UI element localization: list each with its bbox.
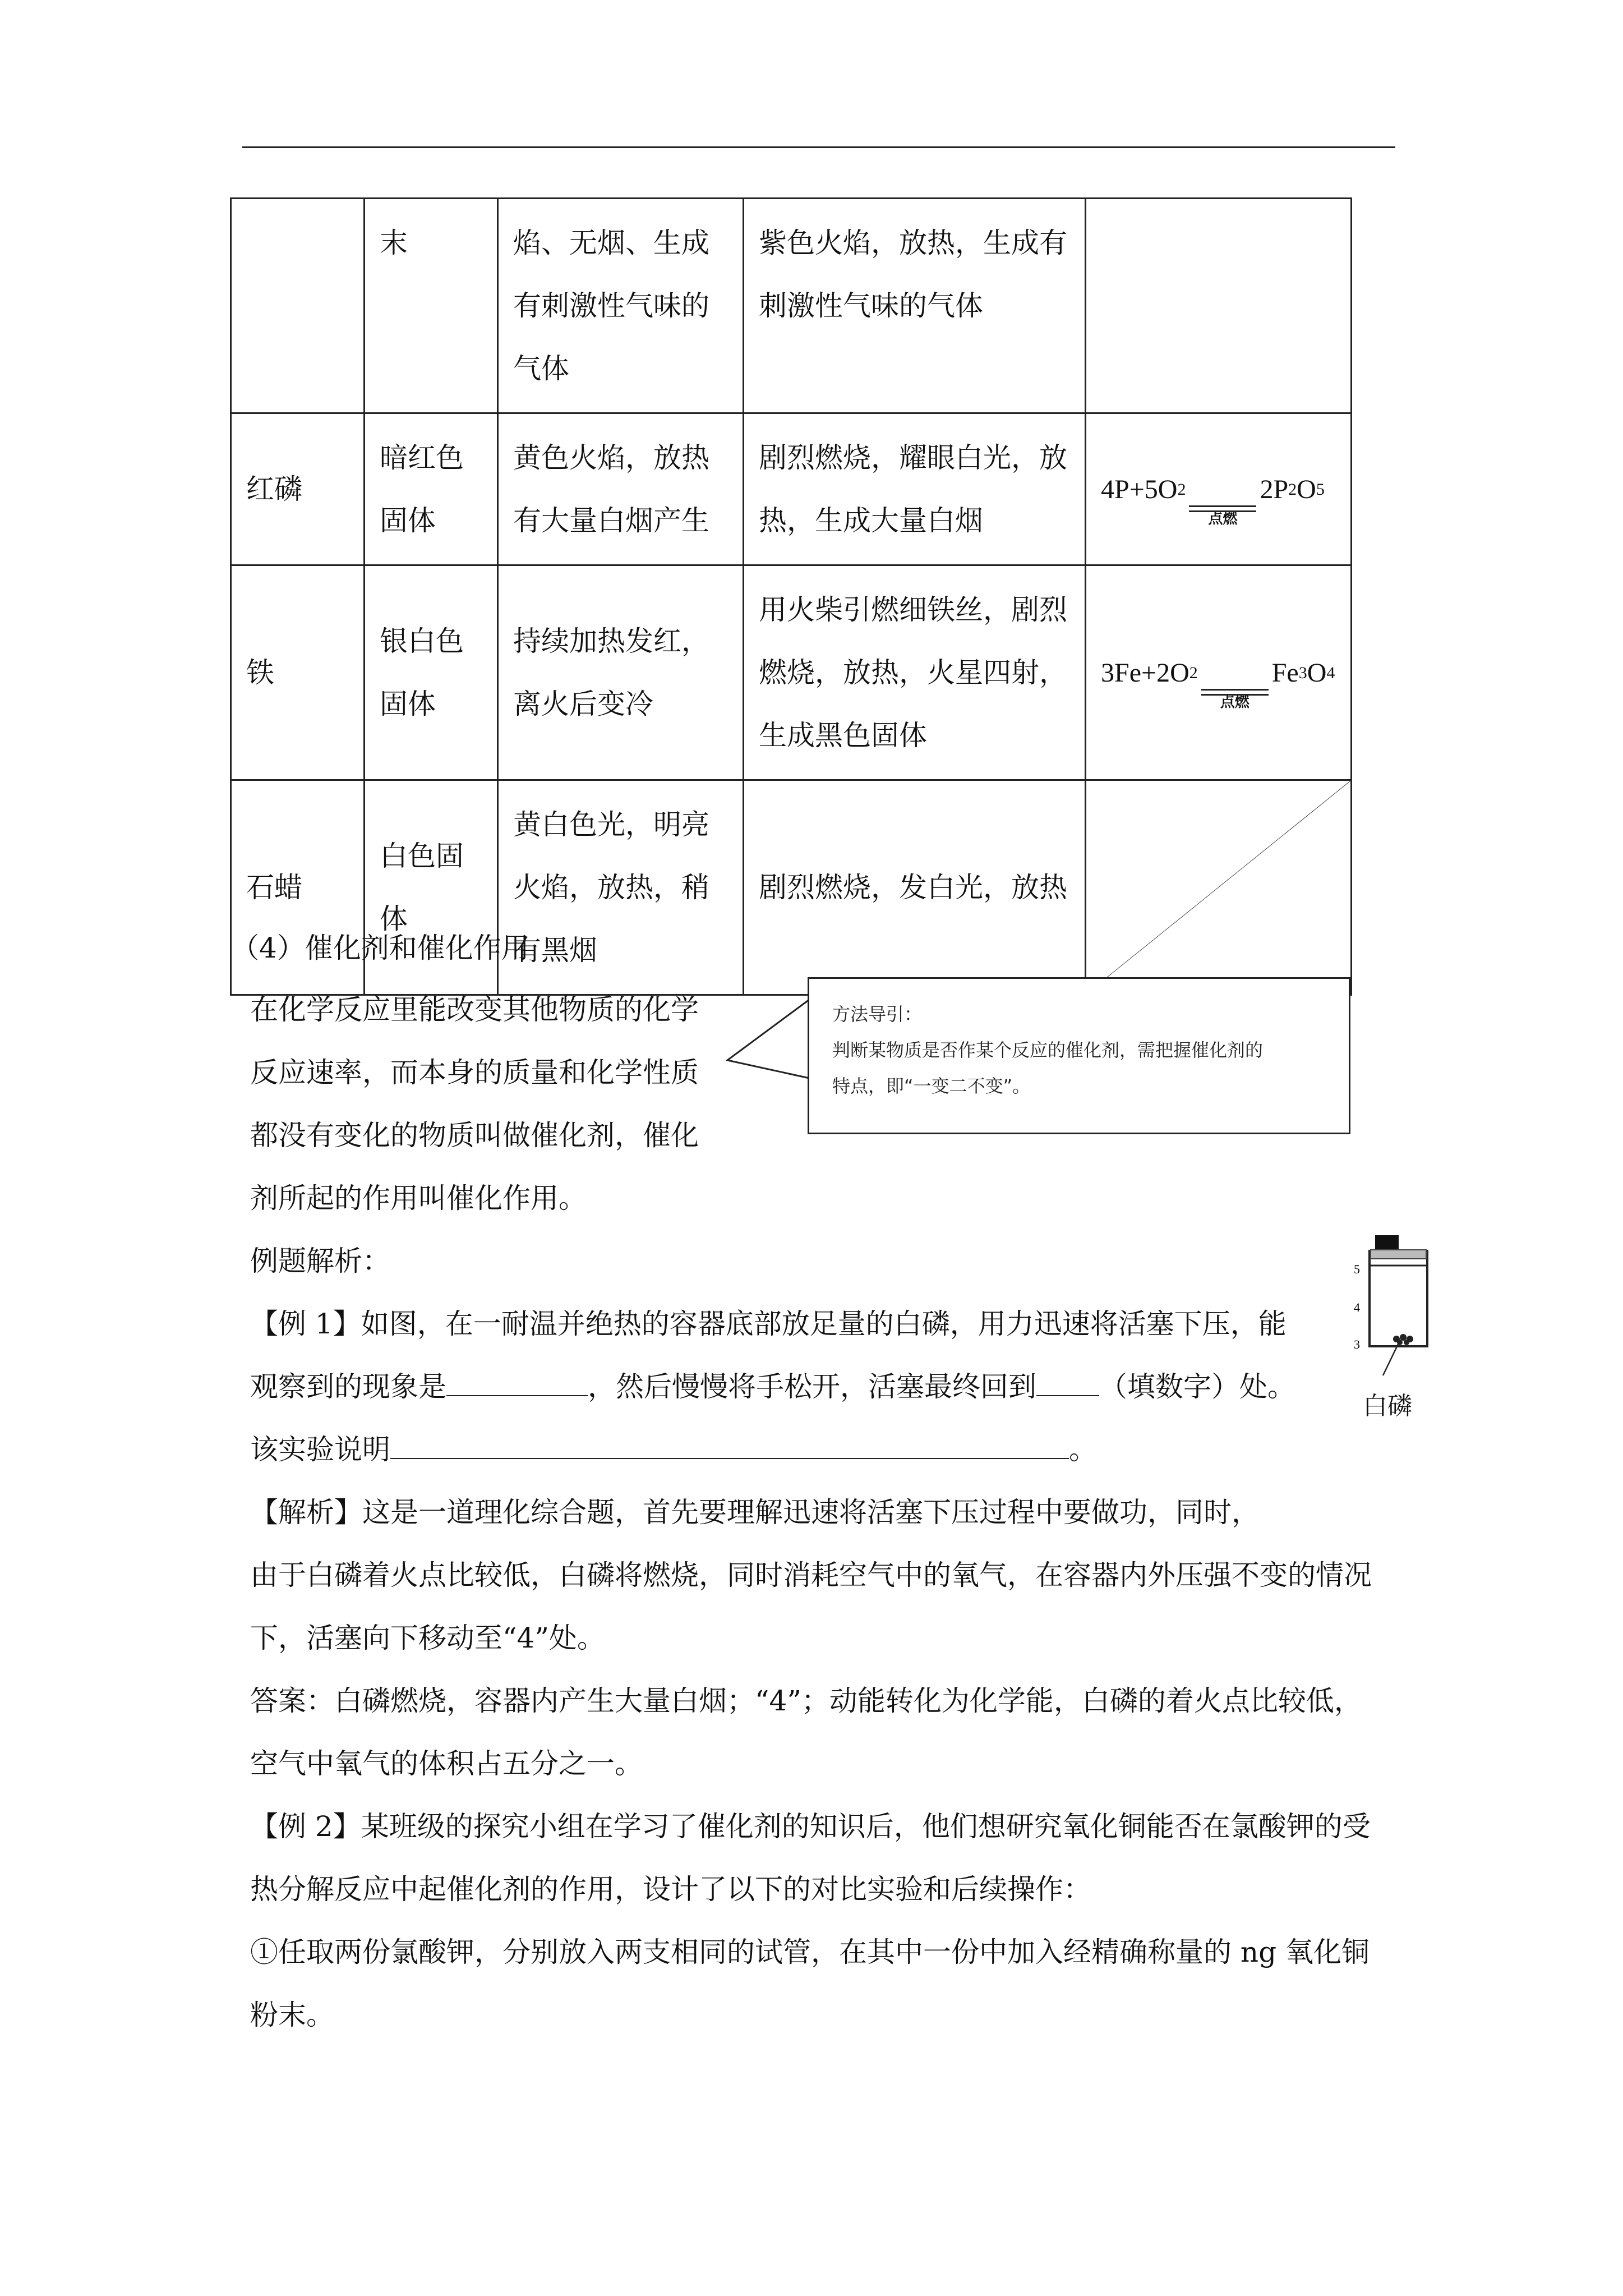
- scale-tick-label: 3: [1354, 1337, 1360, 1351]
- empty-diagonal-cell: [1086, 780, 1352, 995]
- table-cell: 银白色固体: [365, 565, 498, 780]
- analysis-tag: 【解析】: [250, 1496, 362, 1529]
- example-tag: 【例 1】: [250, 1308, 361, 1340]
- table-row: [231, 199, 1352, 413]
- table-cell: 剧烈燃烧，耀眼白光，放热，生成大量白烟: [744, 413, 1086, 565]
- analysis-line: 下，活塞向下移动至“4”处。: [250, 1622, 605, 1654]
- reaction-condition: 点燃: [1189, 487, 1256, 521]
- table-cell: 黄色火焰，放热有大量白烟产生: [498, 413, 744, 565]
- paragraph-line: 反应速率，而本身的质量和化学性质: [250, 1056, 699, 1089]
- table-cell: 紫色火焰，放热，生成有刺激性气味的气体: [744, 199, 1086, 413]
- table-cell: 石蜡: [231, 780, 365, 995]
- piston-diagram: [1340, 1228, 1436, 1386]
- paragraph-line: 剂所起的作用叫催化作用。: [250, 1182, 587, 1214]
- figure-caption: 白磷: [1363, 1392, 1412, 1420]
- equation-cell: [1086, 565, 1352, 780]
- example-line: 粉末。: [250, 1999, 334, 2031]
- table-cell: [231, 199, 365, 413]
- answer-blank: [390, 1425, 1069, 1459]
- table-cell: 用火柴引燃细铁丝，剧烈燃烧，放热，火星四射，生成黑色固体: [744, 565, 1086, 780]
- piston-container-figure: [1340, 1228, 1436, 1420]
- example-line: 【例 1】如图，在一耐温并绝热的容器底部放足量的白磷，用力迅速将活塞下压，能: [250, 1308, 1287, 1340]
- example-line: 观察到的现象是 ，然后慢慢将手松开，活塞最终回到 （填数字）处。: [250, 1355, 1295, 1418]
- equation-cell: [1086, 413, 1352, 565]
- combustion-table: [230, 197, 1352, 996]
- answer-line: 答案：白磷燃烧，容器内产生大量白烟；“4”；动能转化为化学能，白磷的着火点比较低，: [250, 1685, 1362, 1717]
- analysis-line: 【解析】这是一道理化综合题，首先要理解迅速将活塞下压过程中要做功，同时，: [250, 1496, 1260, 1529]
- table-cell: 白色固体: [365, 780, 498, 995]
- table-cell: 焰、无烟、生成有刺激性气味的气体: [498, 199, 744, 413]
- answer-blank: [446, 1363, 588, 1396]
- reaction-condition: 点燃: [1201, 671, 1269, 705]
- paragraph-line: 在化学反应里能改变其他物质的化学: [250, 993, 699, 1026]
- analysis-line: 由于白磷着火点比较低，白磷将燃烧，同时消耗空气中的氧气，在容器内外压强不变的情况: [250, 1559, 1372, 1591]
- callout-pointer: [726, 994, 815, 1095]
- header-rule: [242, 146, 1395, 148]
- example-line: 该实验说明 。: [250, 1418, 1097, 1481]
- examples-heading: 例题解析：: [250, 1245, 390, 1277]
- table-cell: 暗红色固体: [365, 413, 498, 565]
- chemical-equation: 3Fe+2O 2 点燃 Fe 3 O 4: [1101, 658, 1335, 711]
- section-heading: （4）催化剂和催化作用: [231, 932, 529, 964]
- diagonal-line: [1086, 781, 1350, 994]
- callout-text: 判断某物质是否作某个反应的催化剂，需把握催化剂的: [832, 1039, 1264, 1061]
- table-row: [231, 565, 1352, 780]
- answer-blank: [1036, 1363, 1099, 1396]
- table-cell: 红磷: [231, 413, 365, 565]
- table-cell: 末: [365, 199, 498, 413]
- table-cell: [1086, 199, 1352, 413]
- scale-tick-label: 4: [1354, 1300, 1360, 1314]
- method-callout: [808, 977, 1350, 1134]
- paragraph-line: 都没有变化的物质叫做催化剂，催化: [250, 1119, 699, 1152]
- scale-tick-label: 5: [1354, 1262, 1360, 1276]
- table-cell: 黄白色光，明亮火焰，放热，稍有黑烟: [498, 780, 744, 995]
- example-line: ①任取两份氯酸钾，分别放入两支相同的试管，在其中一份中加入经精确称量的 ng 氧化铜: [250, 1936, 1370, 1968]
- answer-line: 空气中氧气的体积占五分之一。: [250, 1747, 643, 1780]
- example-line: 热分解反应中起催化剂的作用，设计了以下的对比实验和后续操作：: [250, 1873, 1091, 1906]
- callout-title: 方法导引：: [832, 1004, 923, 1025]
- chemical-equation: 4P+5O 2 点燃 2P 2 O 5: [1101, 475, 1325, 527]
- table-cell: 持续加热发红，离火后变冷: [498, 565, 744, 780]
- table-cell: 铁: [231, 565, 365, 780]
- example-line: 【例 2】某班级的探究小组在学习了催化剂的知识后，他们想研究氧化铜能否在氯酸钾的受: [250, 1810, 1371, 1843]
- callout-text: 特点，即“一变二不变”。: [832, 1075, 1031, 1097]
- table-cell: 剧烈燃烧，发白光，放热: [744, 780, 1086, 995]
- example-tag: 【例 2】: [250, 1810, 361, 1843]
- table-row: [231, 413, 1352, 565]
